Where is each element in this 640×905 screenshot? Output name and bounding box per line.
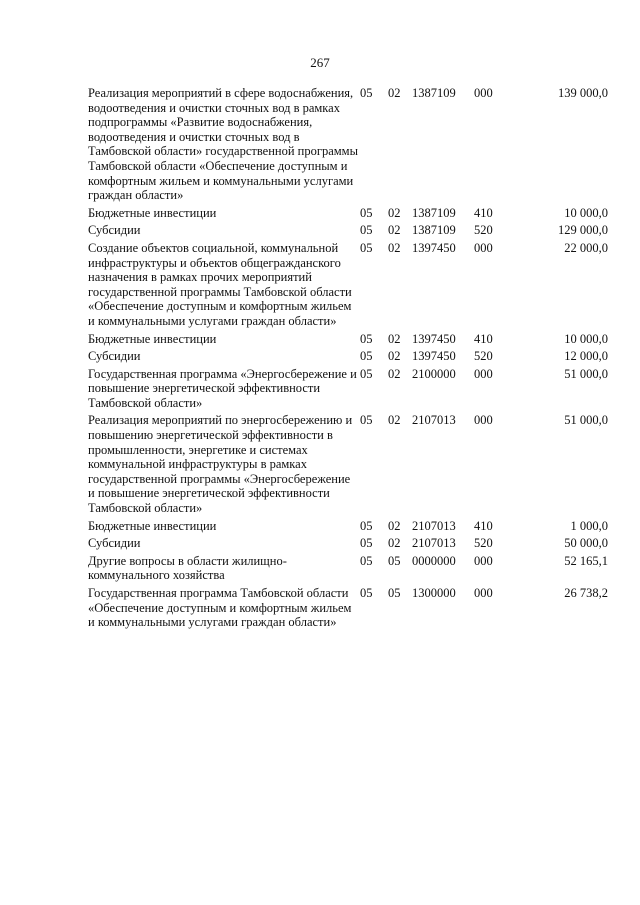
row-target-code: 1397450 [412, 240, 456, 255]
row-amount: 26 738,2 [564, 586, 608, 600]
table-row [88, 586, 608, 633]
row-section: 05 [360, 223, 373, 238]
row-name: Субсидии [88, 536, 141, 551]
row-amount: 1 000,0 [570, 518, 608, 533]
row-section: 05 [360, 86, 373, 100]
table-row [88, 86, 608, 206]
table-row [88, 519, 608, 537]
row-expense-type: 410 [474, 331, 493, 346]
table-row [88, 536, 608, 554]
row-target-code: 1387109 [412, 86, 456, 100]
row-expense-type: 000 [474, 86, 493, 100]
row-name: Реализация мероприятий в сфере водоснабжения, водоотведения и очистки сточных вод в рамках подпрограммы «Развитие водоснабжения, водоотведения и очистки сточных вод в Тамбовской области» государственной программы Тамбовской области «Обеспечение доступным и комфортным жильем и коммунальными услугами граждан области» [88, 86, 358, 203]
row-amount: 10 000,0 [564, 205, 608, 220]
row-subsection: 02 [388, 331, 401, 346]
row-name: Создание объектов социальной, коммунальной инфраструктуры и объектов общегражданского назначения в рамках прочих мероприятий государственной программы Тамбовской области «Обеспечение доступным и комфортным жильем и коммунальными услугами граждан области» [88, 240, 352, 328]
row-section: 05 [360, 205, 373, 220]
table-row [88, 367, 608, 414]
row-section: 05 [360, 518, 373, 533]
row-expense-type: 410 [474, 518, 493, 533]
row-target-code: 1387109 [412, 223, 456, 238]
table-row [88, 332, 608, 350]
row-name: Государственная программа «Энергосбережение и повышение энергетической эффективности Тамбовской области» [88, 366, 357, 410]
row-name: Субсидии [88, 349, 141, 364]
row-expense-type: 520 [474, 349, 493, 364]
row-subsection: 02 [388, 223, 401, 238]
row-amount: 50 000,0 [564, 536, 608, 551]
row-expense-type: 410 [474, 205, 493, 220]
row-target-code: 2107013 [412, 536, 456, 551]
row-target-code: 1300000 [412, 586, 456, 600]
row-target-code: 0000000 [412, 553, 456, 568]
row-amount: 52 165,1 [564, 553, 608, 568]
row-amount: 129 000,0 [558, 223, 608, 238]
row-target-code: 2107013 [412, 518, 456, 533]
row-expense-type: 520 [474, 536, 493, 551]
row-target-code: 2107013 [412, 413, 456, 428]
row-name: Бюджетные инвестиции [88, 331, 217, 346]
row-expense-type: 000 [474, 553, 493, 568]
row-target-code: 1397450 [412, 331, 456, 346]
row-section: 05 [360, 586, 373, 600]
row-expense-type: 000 [474, 240, 493, 255]
table-row [88, 223, 608, 241]
row-subsection: 02 [388, 240, 401, 255]
row-subsection: 02 [388, 536, 401, 551]
table-row [88, 206, 608, 224]
row-name: Реализация мероприятий по энергосбережению и повышению энергетической эффективности в промышленности, энергетике и системах коммунальной инфраструктуры в рамках государственной программы «Энергосбережение и повышение энергетической эффективности Тамбовской области» [88, 413, 353, 516]
row-target-code: 2100000 [412, 366, 456, 381]
row-section: 05 [360, 349, 373, 364]
row-name: Бюджетные инвестиции [88, 518, 217, 533]
row-section: 05 [360, 536, 373, 551]
row-expense-type: 000 [474, 366, 493, 381]
row-subsection: 02 [388, 86, 401, 100]
row-section: 05 [360, 553, 373, 568]
budget-table [88, 86, 608, 633]
row-subsection: 02 [388, 518, 401, 533]
row-subsection: 02 [388, 205, 401, 220]
row-section: 05 [360, 240, 373, 255]
row-amount: 139 000,0 [558, 86, 608, 100]
row-amount: 51 000,0 [564, 366, 608, 381]
row-amount: 12 000,0 [564, 349, 608, 364]
row-amount: 51 000,0 [564, 413, 608, 428]
row-expense-type: 520 [474, 223, 493, 238]
row-name: Другие вопросы в области жилищно-коммунального хозяйства [88, 553, 287, 583]
row-name: Бюджетные инвестиции [88, 205, 217, 220]
table-row [88, 241, 608, 332]
row-amount: 10 000,0 [564, 331, 608, 346]
table-row [88, 554, 608, 586]
table-row [88, 349, 608, 367]
row-expense-type: 000 [474, 413, 493, 428]
row-subsection: 05 [388, 586, 401, 600]
row-target-code: 1397450 [412, 349, 456, 364]
row-name: Государственная программа Тамбовской области «Обеспечение доступным и комфортным жильем и коммунальными услугами граждан области» [88, 586, 352, 630]
row-amount: 22 000,0 [564, 240, 608, 255]
table-row [88, 413, 608, 518]
row-subsection: 02 [388, 349, 401, 364]
row-name: Субсидии [88, 223, 141, 238]
row-expense-type: 000 [474, 586, 493, 600]
row-subsection: 02 [388, 366, 401, 381]
row-subsection: 02 [388, 413, 401, 428]
row-section: 05 [360, 366, 373, 381]
row-section: 05 [360, 331, 373, 346]
row-target-code: 1387109 [412, 205, 456, 220]
page-number: 267 [310, 55, 330, 70]
row-subsection: 05 [388, 553, 401, 568]
row-section: 05 [360, 413, 373, 428]
